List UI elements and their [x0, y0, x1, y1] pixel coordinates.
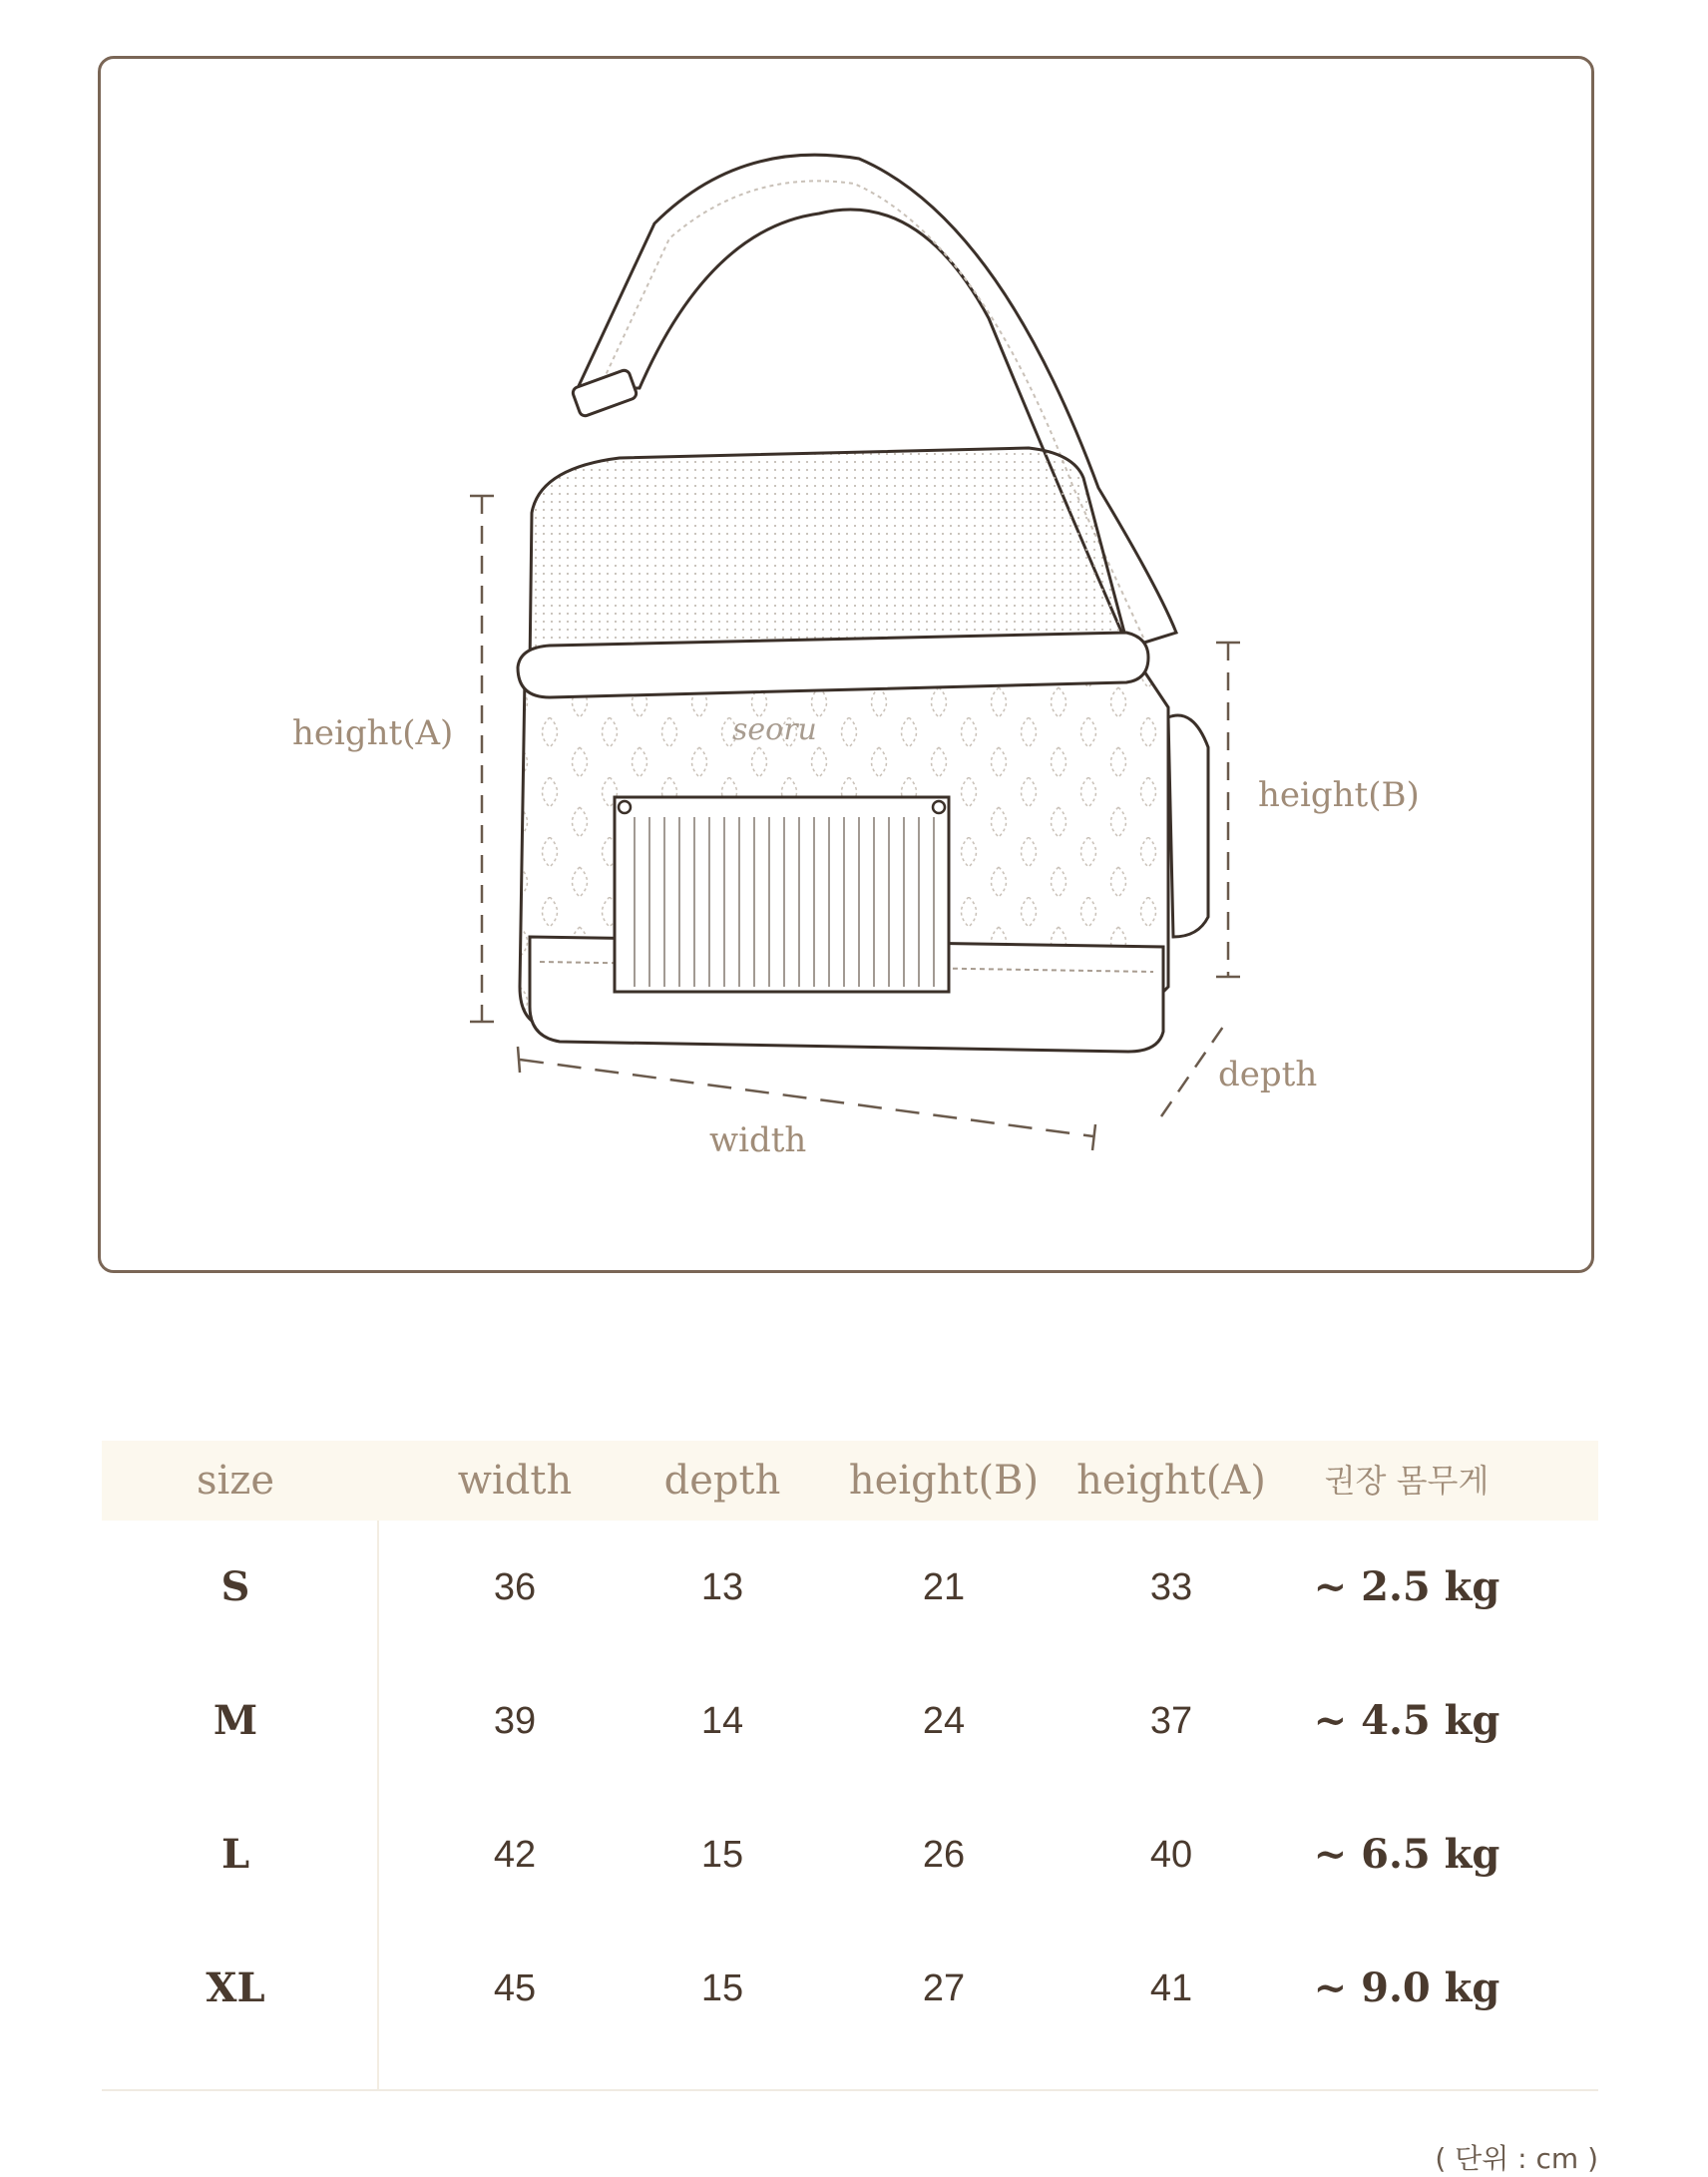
- height-b-label: height(B): [1258, 775, 1420, 815]
- row-depth: 13: [700, 1566, 744, 1608]
- header-recommended-weight: 권장 몸무게: [1324, 1462, 1490, 1500]
- size-table: [102, 1441, 1598, 2089]
- row-weight: ~ 9.0 kg: [1313, 1964, 1500, 2011]
- row-width: 39: [493, 1700, 537, 1742]
- row-weight: ~ 6.5 kg: [1313, 1831, 1500, 1878]
- row-size: XL: [206, 1964, 265, 2011]
- depth-label: depth: [1218, 1055, 1318, 1094]
- table-bottom-rule: [102, 2089, 1598, 2091]
- bag-diagram-panel: [98, 56, 1594, 1273]
- row-size: L: [220, 1831, 250, 1878]
- row-size: M: [213, 1697, 258, 1744]
- row-height-a: 40: [1149, 1834, 1193, 1876]
- row-depth: 15: [700, 1967, 744, 2009]
- table-row: [102, 1654, 1598, 1788]
- row-width: 45: [493, 1967, 537, 2009]
- row-weight: ~ 2.5 kg: [1313, 1563, 1500, 1610]
- table-header: [102, 1441, 1598, 1521]
- row-height-a: 33: [1149, 1566, 1193, 1608]
- row-width: 36: [493, 1566, 537, 1608]
- height-a-label: height(A): [292, 713, 454, 753]
- table-row: [102, 1521, 1598, 1654]
- brand-mark: seoru: [732, 712, 817, 747]
- row-weight: ~ 4.5 kg: [1313, 1697, 1500, 1744]
- row-depth: 15: [700, 1834, 744, 1876]
- row-height-b: 27: [922, 1967, 966, 2009]
- row-height-b: 26: [922, 1834, 966, 1876]
- unit-note: ( 단위 : cm ): [1435, 2142, 1598, 2175]
- width-label: width: [709, 1120, 807, 1160]
- header-height-b: height(B): [848, 1458, 1040, 1504]
- table-row: [102, 1788, 1598, 1922]
- bag-illustration: [101, 59, 1597, 1276]
- row-height-b: 24: [922, 1700, 966, 1742]
- row-height-a: 41: [1149, 1967, 1193, 2009]
- table-body: [102, 1521, 1598, 2089]
- header-height-a: height(A): [1076, 1458, 1266, 1504]
- table-row: [102, 1922, 1598, 2055]
- row-height-a: 37: [1149, 1700, 1193, 1742]
- header-depth: depth: [663, 1458, 781, 1504]
- row-size: S: [220, 1563, 250, 1610]
- header-width: width: [457, 1458, 573, 1504]
- row-height-b: 21: [922, 1566, 966, 1608]
- row-width: 42: [493, 1834, 537, 1876]
- header-size: size: [196, 1458, 275, 1504]
- row-depth: 14: [700, 1700, 744, 1742]
